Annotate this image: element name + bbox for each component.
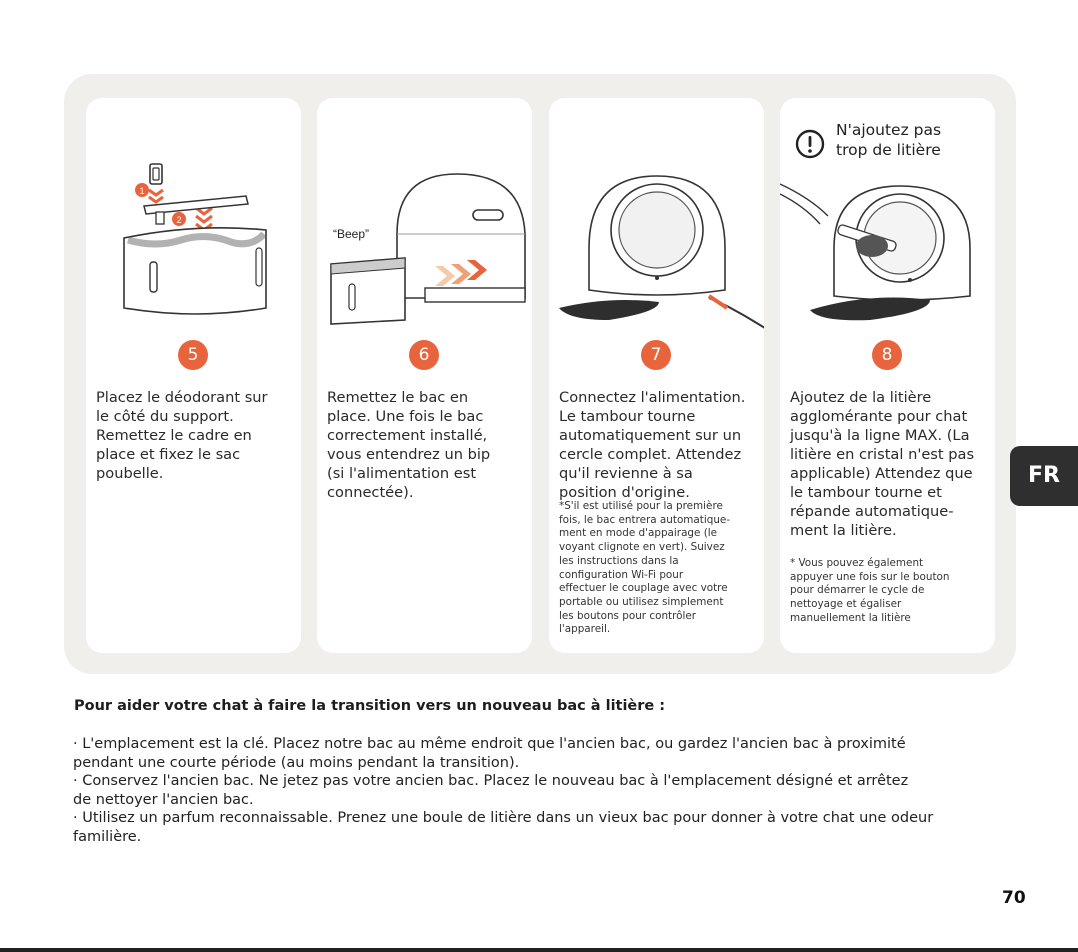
deodorant-illustration <box>86 98 301 338</box>
step-text-6: Remettez le bac en place. Une fois le bac correctement installé, vous entendrez un bip (si l'alimentation est connectée). <box>327 389 491 501</box>
step-card-7 <box>549 98 764 653</box>
transition-bullet-location: · L'emplacement est la clé. Placez notre bac au même endroit que l'ancien bac, ou gardez l'ancien bac à proximité pendant une courte période (au moins pendant la transition). <box>73 736 906 771</box>
step-text-5: Placez le déodorant sur le côté du support. Remettez le cadre en place et fixez le sac poubelle. <box>96 389 268 482</box>
step-number-5: 5 <box>178 340 208 370</box>
badge-1-label: 1 <box>139 186 145 196</box>
step-number-7: 7 <box>641 340 671 370</box>
reinsert-bin-illustration <box>317 98 532 338</box>
step-text-8: Ajoutez de la litière agglomérante pour chat jusqu'à la ligne MAX. (La litière en cristal n'est pas applicable) Attendez que le tambour tourne et répande automatique- ment la litière. <box>790 389 975 539</box>
transition-bullets <box>73 735 1003 847</box>
step-note-8: * Vous pouvez également appuyer une fois sur le bouton pour démarrer le cycle de nettoyage et égaliser manuellement la litière <box>790 557 950 624</box>
step-card-8 <box>780 98 995 653</box>
language-tab: FR <box>1010 446 1078 506</box>
page-number: 70 <box>1002 888 1026 908</box>
step-text-7: Connectez l'alimentation. Le tambour tourne automatiquement sur un cercle complet. Attendez qu'il revienne à sa position d'origine. <box>559 389 746 501</box>
power-connection-illustration <box>549 98 764 338</box>
step-card-6 <box>317 98 532 653</box>
bottom-rule <box>0 948 1078 952</box>
step-note-7: *S'il est utilisé pour la première fois, le bac entrera automatique- ment en mode d'appairage (le voyant clignote en vert). Suivez les instructions dans la configuration Wi-Fi pour effectuer le couplage avec votre portable ou utilisez simplement les boutons pour contrôler l'appareil. <box>559 500 731 636</box>
step-number-6: 6 <box>409 340 439 370</box>
transition-bullet-scent: · Utilisez un parfum reconnaissable. Prenez une boule de litière dans un vieux bac pour donner à votre chat une odeur familière. <box>73 810 934 845</box>
badge-2-label: 2 <box>176 215 182 225</box>
beep-callout: “Beep” <box>333 227 370 241</box>
step-number-8: 8 <box>872 340 902 370</box>
transition-bullet-keep-old-bin: · Conservez l'ancien bac. Ne jetez pas votre ancien bac. Placez le nouveau bac à l'emplacement désigné et arrêtez de nettoyer l'ancien bac. <box>73 773 909 808</box>
add-litter-illustration <box>780 98 995 338</box>
warning-text: N'ajoutez pas trop de litière <box>836 121 942 159</box>
step-card-5 <box>86 98 301 653</box>
transition-heading: Pour aider votre chat à faire la transition vers un nouveau bac à litière : <box>74 698 666 714</box>
